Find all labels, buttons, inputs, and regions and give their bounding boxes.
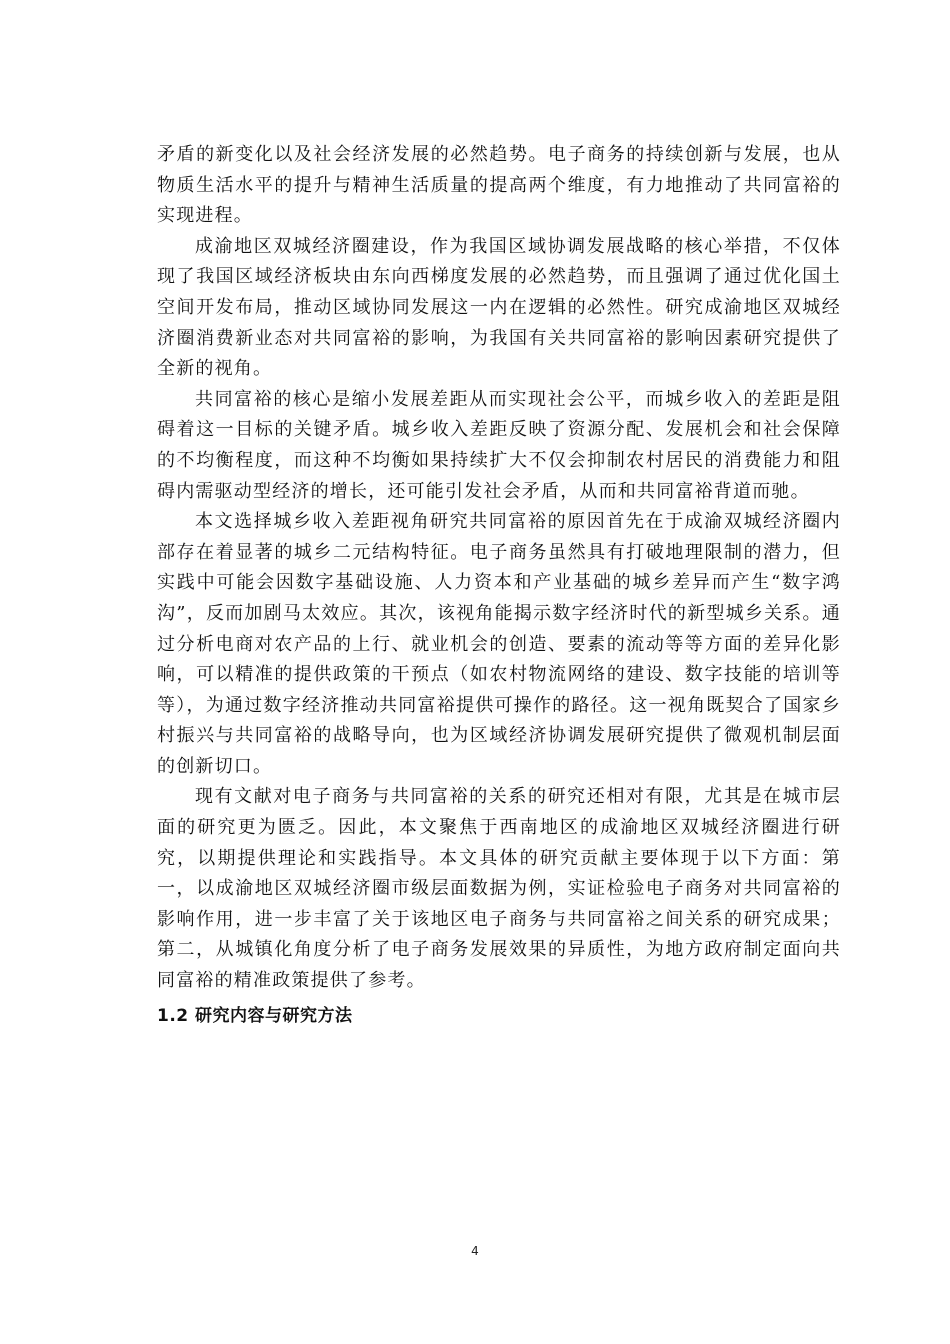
paragraph-common-prosperity-core: 共同富裕的核心是缩小发展差距从而实现社会公平，而城乡收入的差距是阻碍着这一目标的关键矛盾。城乡收入差距反映了资源分配、发展机会和社会保障的不均衡程度，而这种不均衡如果持续扩大不仅会抑制农村居民的消费能力和阻碍内需驱动型经济的增长，还可能引发社会矛盾，从而和共同富裕背道而驰。 (157, 388, 841, 502)
page-number: 4 (471, 1244, 479, 1258)
body-text (157, 140, 841, 1031)
paragraph-research-contribution: 现有文献对电子商务与共同富裕的关系的研究还相对有限，尤其是在城市层面的研究更为匮乏。因此，本文聚焦于西南地区的成渝地区双城经济圈进行研究，以期提供理论和实践指导。本文具体的研究贡献主要体现于以下方面：第一，以成渝地区双城经济圈市级层面数据为例，实证检验电子商务对共同富裕的影响作用，进一步丰富了关于该地区电子商务与共同富裕之间关系的研究成果；第二，从城镇化角度分析了电子商务发展效果的异质性，为地方政府制定面向共同富裕的精准政策提供了参考。 (157, 786, 841, 992)
paragraph-research-perspective: 本文选择城乡收入差距视角研究共同富裕的原因首先在于成渝双城经济圈内部存在着显著的城乡二元结构特征。电子商务虽然具有打破地理限制的潜力，但实践中可能会因数字基础设施、人力资本和产业基础的城乡差异而产生“数字鸿沟”，反而加剧马太效应。其次，该视角能揭示数字经济时代的新型城乡关系。通过分析电商对农产品的上行、就业机会的创造、要素的流动等等方面的差异化影响，可以精准的提供政策的干预点（如农村物流网络的建设、数字技能的培训等等），为通过数字经济推动共同富裕提供可操作的路径。这一视角既契合了国家乡村振兴与共同富裕的战略导向，也为区域经济协调发展研究提供了微观机制层面的创新切口。 (157, 511, 841, 777)
paragraph-continuation: 矛盾的新变化以及社会经济发展的必然趋势。电子商务的持续创新与发展，也从物质生活水平的提升与精神生活质量的提高两个维度，有力地推动了共同富裕的实现进程。 (157, 144, 841, 227)
paragraph-chengyu-economic-circle: 成渝地区双城经济圈建设，作为我国区域协调发展战略的核心举措，不仅体现了我国区域经济板块由东向西梯度发展的必然趋势，而且强调了通过优化国土空间开发布局，推动区域协同发展这一内在逻辑的必然性。研究成渝地区双城经济圈消费新业态对共同富裕的影响，为我国有关共同富裕的影响因素研究提供了全新的视角。 (157, 235, 841, 380)
section-heading: 1.2 研究内容与研究方法 (157, 1005, 353, 1026)
